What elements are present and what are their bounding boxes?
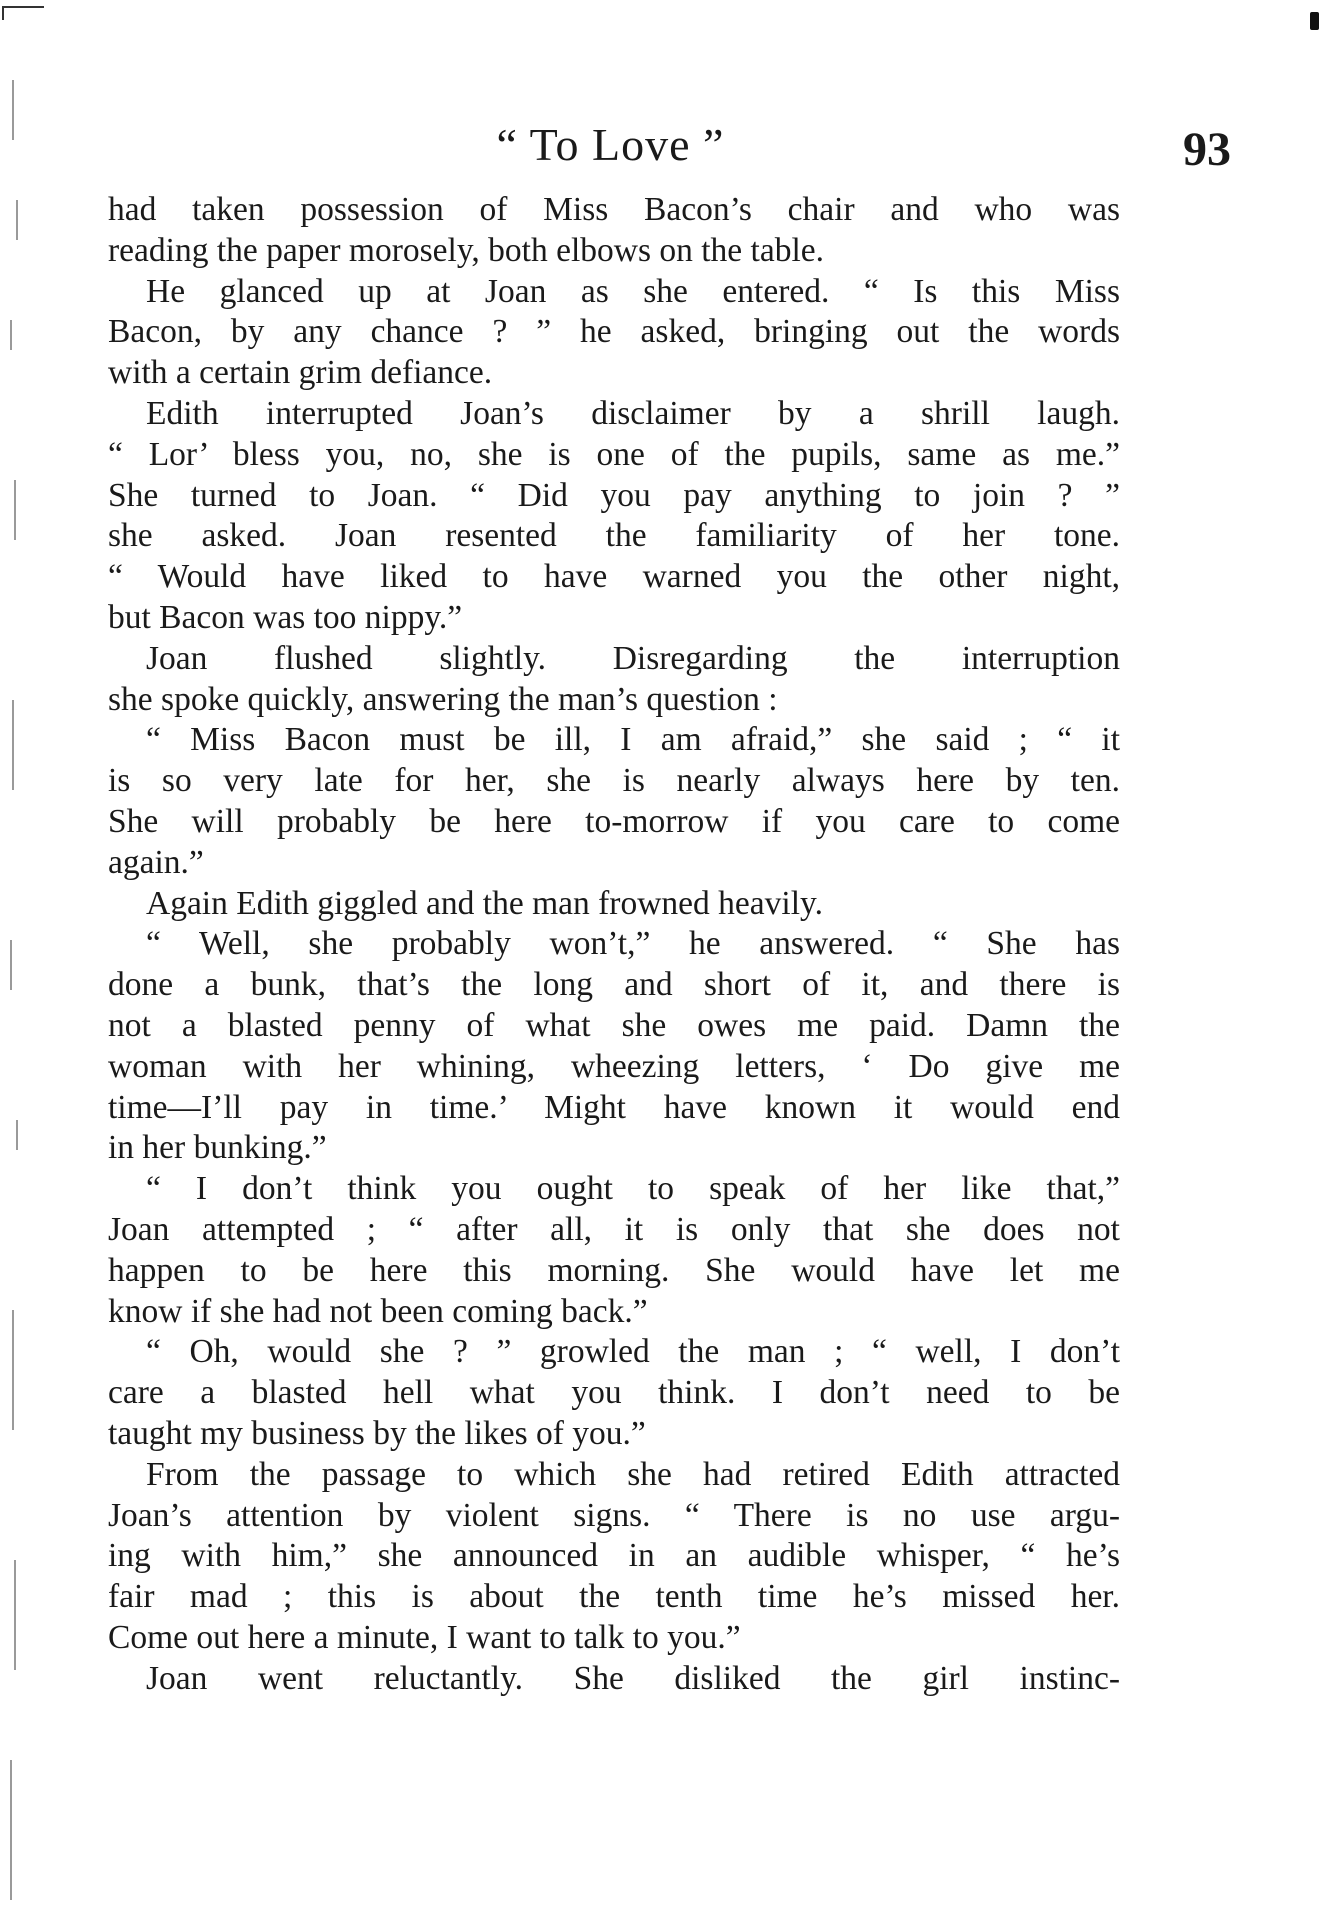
- text-line: had taken possession of Miss Bacon’s chair and who was: [108, 191, 1120, 228]
- text-line: care a blasted hell what you think. I don’t need to be: [108, 1374, 1120, 1412]
- text-line: Joan flushed slightly. Disregarding the interruption: [146, 639, 1120, 677]
- text-line: time—I’ll pay in time.’ Might have known it would end: [108, 1088, 1120, 1126]
- binding-gutter-marks: [0, 60, 28, 1900]
- text-line: she asked. Joan resented the familiarity of her tone.: [108, 517, 1120, 555]
- text-line: is so very late for her, she is nearly always here by ten.: [108, 762, 1120, 800]
- text-line: but Bacon was too nippy.”: [108, 598, 463, 636]
- ink-blot-mark: [1310, 12, 1319, 30]
- text-line: “ Oh, would she ? ” growled the man ; “ well, I don’t: [146, 1333, 1120, 1371]
- text-line: Joan went reluctantly. She disliked the girl instinc-: [146, 1659, 1120, 1697]
- text-line: “ Well, she probably won’t,” he answered. “ She has: [146, 925, 1120, 963]
- text-line: know if she had not been coming back.”: [108, 1292, 648, 1330]
- text-line: Joan attempted ; “ after all, it is only that she does not: [108, 1210, 1120, 1248]
- text-line: Edith interrupted Joan’s disclaimer by a shrill laugh.: [146, 394, 1120, 432]
- text-line: Joan’s attention by violent signs. “ There is no use argu-: [108, 1496, 1120, 1534]
- text-line: From the passage to which she had retired Edith attracted: [146, 1455, 1120, 1493]
- text-line: ing with him,” she announced in an audible whisper, “ he’s: [108, 1537, 1120, 1575]
- text-line: not a blasted penny of what she owes me paid. Damn the: [108, 1006, 1120, 1044]
- text-line: “ Miss Bacon must be ill, I am afraid,” she said ; “ it: [146, 721, 1120, 759]
- page-header: [108, 112, 1231, 176]
- text-line: He glanced up at Joan as she entered. “ Is this Miss: [146, 272, 1120, 310]
- text-line: reading the paper morosely, both elbows on the table.: [108, 231, 825, 269]
- scan-corner-mark: [2, 6, 44, 8]
- text-line: “ Lor’ bless you, no, she is one of the pupils, same as me.”: [108, 435, 1120, 473]
- text-line: in her bunking.”: [108, 1129, 327, 1167]
- text-line: taught my business by the likes of you.”: [108, 1414, 646, 1452]
- page-number: 93: [1183, 123, 1231, 176]
- text-line: “ Would have liked to have warned you the other night,: [108, 558, 1120, 596]
- text-line: done a bunk, that’s the long and short of it, and there is: [108, 966, 1120, 1004]
- scan-corner-mark-vertical: [2, 6, 4, 20]
- text-line: happen to be here this morning. She would have let me: [108, 1251, 1120, 1289]
- text-line: woman with her whining, wheezing letters, ‘ Do give me: [108, 1047, 1120, 1085]
- text-line: again.”: [108, 843, 204, 881]
- text-line: Again Edith giggled and the man frowned heavily.: [146, 884, 823, 922]
- text-line: with a certain grim defiance.: [108, 354, 493, 392]
- text-line: “ I don’t think you ought to speak of her like that,”: [146, 1170, 1120, 1208]
- body-text: [108, 190, 1120, 1699]
- running-title: “ To Love ”: [496, 119, 725, 170]
- text-line: Bacon, by any chance ? ” he asked, bringing out the words: [108, 313, 1120, 351]
- text-line: Come out here a minute, I want to talk to you.”: [108, 1618, 741, 1656]
- text-line: fair mad ; this is about the tenth time he’s missed her.: [108, 1578, 1120, 1616]
- text-line: She will probably be here to-morrow if you care to come: [108, 802, 1120, 840]
- text-line: she spoke quickly, answering the man’s question :: [108, 680, 778, 718]
- text-line: She turned to Joan. “ Did you pay anything to join ? ”: [108, 476, 1120, 514]
